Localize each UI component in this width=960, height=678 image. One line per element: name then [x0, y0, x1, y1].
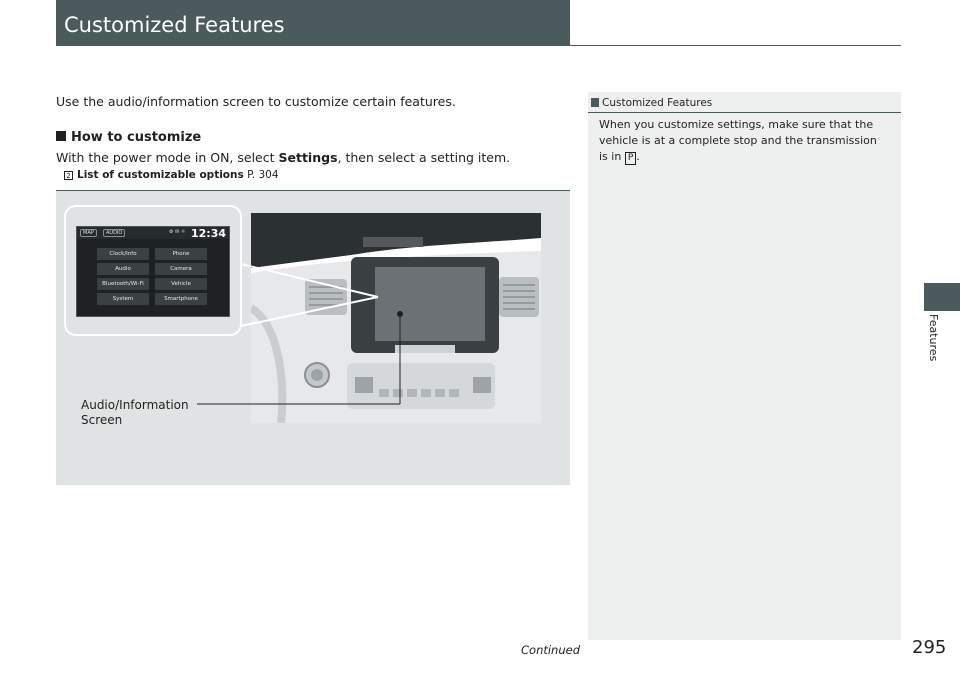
section-tab-label: Features: [927, 314, 940, 362]
section-heading: How to customize: [56, 130, 201, 145]
continued-label: Continued: [521, 643, 581, 657]
section-tab[interactable]: [924, 283, 960, 311]
menu-system[interactable]: System: [97, 293, 149, 305]
page-number: 295: [912, 637, 947, 658]
menu-clock-info[interactable]: Clock/Info: [97, 248, 149, 260]
menu-camera[interactable]: Camera: [155, 263, 207, 275]
cross-reference-link[interactable]: 2 List of customizable options P. 304: [64, 169, 279, 181]
sidebar-note-title: Customized Features: [591, 97, 712, 109]
menu-phone[interactable]: Phone: [155, 248, 207, 260]
audio-button[interactable]: AUDIO: [103, 229, 125, 237]
instruction-text: With the power mode in ON, select Settings, then select a setting item.: [56, 150, 511, 165]
park-gear-icon: P: [625, 152, 636, 165]
menu-vehicle[interactable]: Vehicle: [155, 278, 207, 290]
status-icons: ⚙ ✉ ☼: [169, 229, 186, 235]
intro-text: Use the audio/information screen to customize certain features.: [56, 94, 456, 109]
reference-arrow-icon: 2: [64, 171, 73, 180]
settings-keyword: Settings: [278, 150, 338, 165]
audio-info-screen: [76, 226, 230, 317]
menu-audio[interactable]: Audio: [97, 263, 149, 275]
page-title: Customized Features: [64, 13, 285, 37]
figure-callout-label: Audio/Information Screen: [81, 398, 189, 427]
menu-smartphone[interactable]: Smartphone: [155, 293, 207, 305]
sidebar-note-text: When you customize settings, make sure that the vehicle is at a complete stop and the transmission is in P .: [599, 118, 877, 163]
menu-bluetooth-wifi[interactable]: Bluetooth/Wi-Fi: [97, 278, 149, 290]
clock-display: 12:34: [190, 227, 226, 240]
map-button[interactable]: MAP: [80, 229, 97, 237]
